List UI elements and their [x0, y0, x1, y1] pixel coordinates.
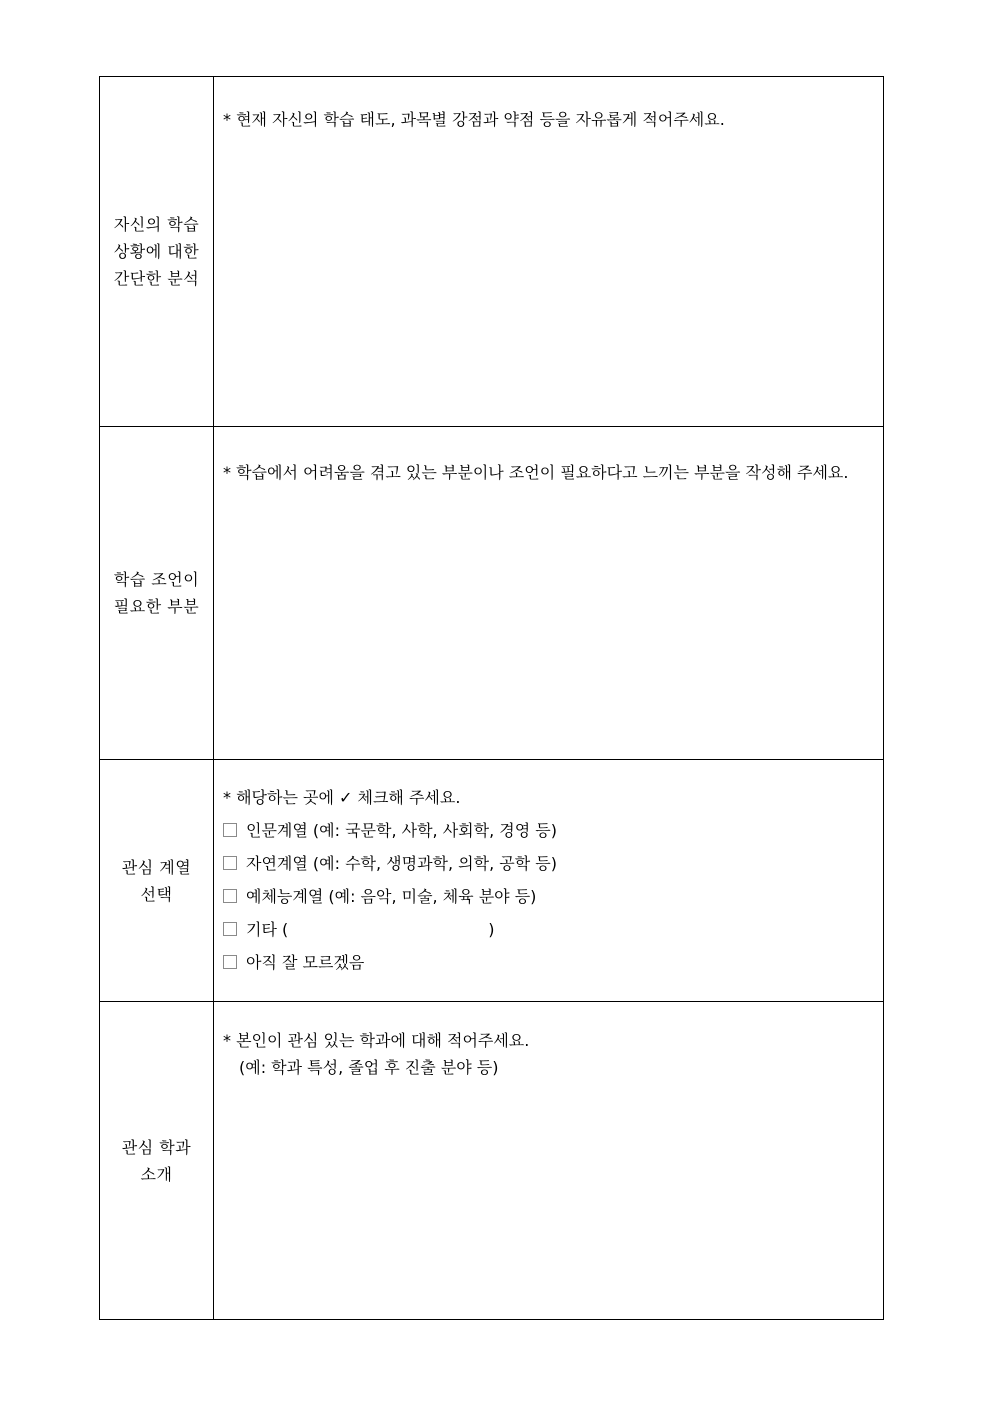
form-row-department-intro — [100, 1002, 884, 1320]
instruction-prefix: * 해당하는 곳에 — [223, 788, 334, 807]
option-arts-sports[interactable] — [223, 880, 883, 913]
checkbox-arts-sports[interactable] — [223, 889, 237, 903]
label-line: 소개 — [140, 1164, 173, 1184]
option-label: 자연계열 (예: 수학, 생명과학, 의학, 공학 등) — [246, 854, 557, 873]
option-other[interactable] — [223, 913, 883, 946]
label-line: 선택 — [140, 884, 173, 904]
row-label-department-intro — [100, 1002, 214, 1320]
checkbox-other[interactable] — [223, 922, 237, 936]
department-intro-answer-area[interactable] — [214, 1002, 884, 1320]
option-unsure[interactable] — [223, 946, 883, 979]
label-line: 상황에 대한 — [113, 242, 200, 261]
option-humanities[interactable] — [223, 814, 883, 847]
checkmark-icon: ✓ — [339, 788, 353, 807]
checkbox-natural-sciences[interactable] — [223, 856, 237, 870]
form-row-learning-analysis — [100, 77, 884, 427]
advice-needed-answer-area[interactable] — [214, 427, 884, 760]
instruction-text: * 학습에서 어려움을 겪고 있는 부분이나 조언이 필요하다고 느끼는 부분을 작성해 주세요. — [223, 463, 849, 482]
row-label-advice-needed — [100, 427, 214, 760]
row-label-learning-analysis — [100, 77, 214, 427]
label-line: 자신의 학습 — [113, 215, 200, 234]
option-label: 아직 잘 모르겠음 — [246, 953, 365, 972]
option-other-close: ) — [488, 920, 495, 939]
instruction-text: * 본인이 관심 있는 학과에 대해 적어주세요. — [223, 1031, 530, 1050]
option-other-open: 기타 ( — [246, 920, 289, 939]
label-line: 관심 계열 — [121, 857, 192, 877]
checkbox-humanities[interactable] — [223, 823, 237, 837]
field-selection-area — [214, 760, 884, 1002]
instruction-suffix: 체크해 주세요. — [357, 788, 461, 807]
row-label-field-selection — [100, 760, 214, 1002]
form-row-field-selection — [100, 760, 884, 1002]
label-line: 간단한 분석 — [113, 269, 200, 288]
option-label: 인문계열 (예: 국문학, 사학, 사회학, 경영 등) — [246, 821, 557, 840]
form-row-advice-needed — [100, 427, 884, 760]
label-line: 학습 조언이 — [113, 570, 200, 589]
option-label: 예체능계열 (예: 음악, 미술, 체육 분야 등) — [246, 887, 537, 906]
instruction-text — [223, 781, 883, 814]
instruction-subtext: (예: 학과 특성, 졸업 후 진출 분야 등) — [239, 1058, 499, 1077]
application-form-table — [99, 76, 884, 1320]
option-natural-sciences[interactable] — [223, 847, 883, 880]
label-line: 필요한 부분 — [113, 597, 200, 616]
learning-analysis-answer-area[interactable] — [214, 77, 884, 427]
label-line: 관심 학과 — [121, 1137, 192, 1157]
checkbox-unsure[interactable] — [223, 955, 237, 969]
instruction-text: * 현재 자신의 학습 태도, 과목별 강점과 약점 등을 자유롭게 적어주세요. — [223, 110, 725, 129]
